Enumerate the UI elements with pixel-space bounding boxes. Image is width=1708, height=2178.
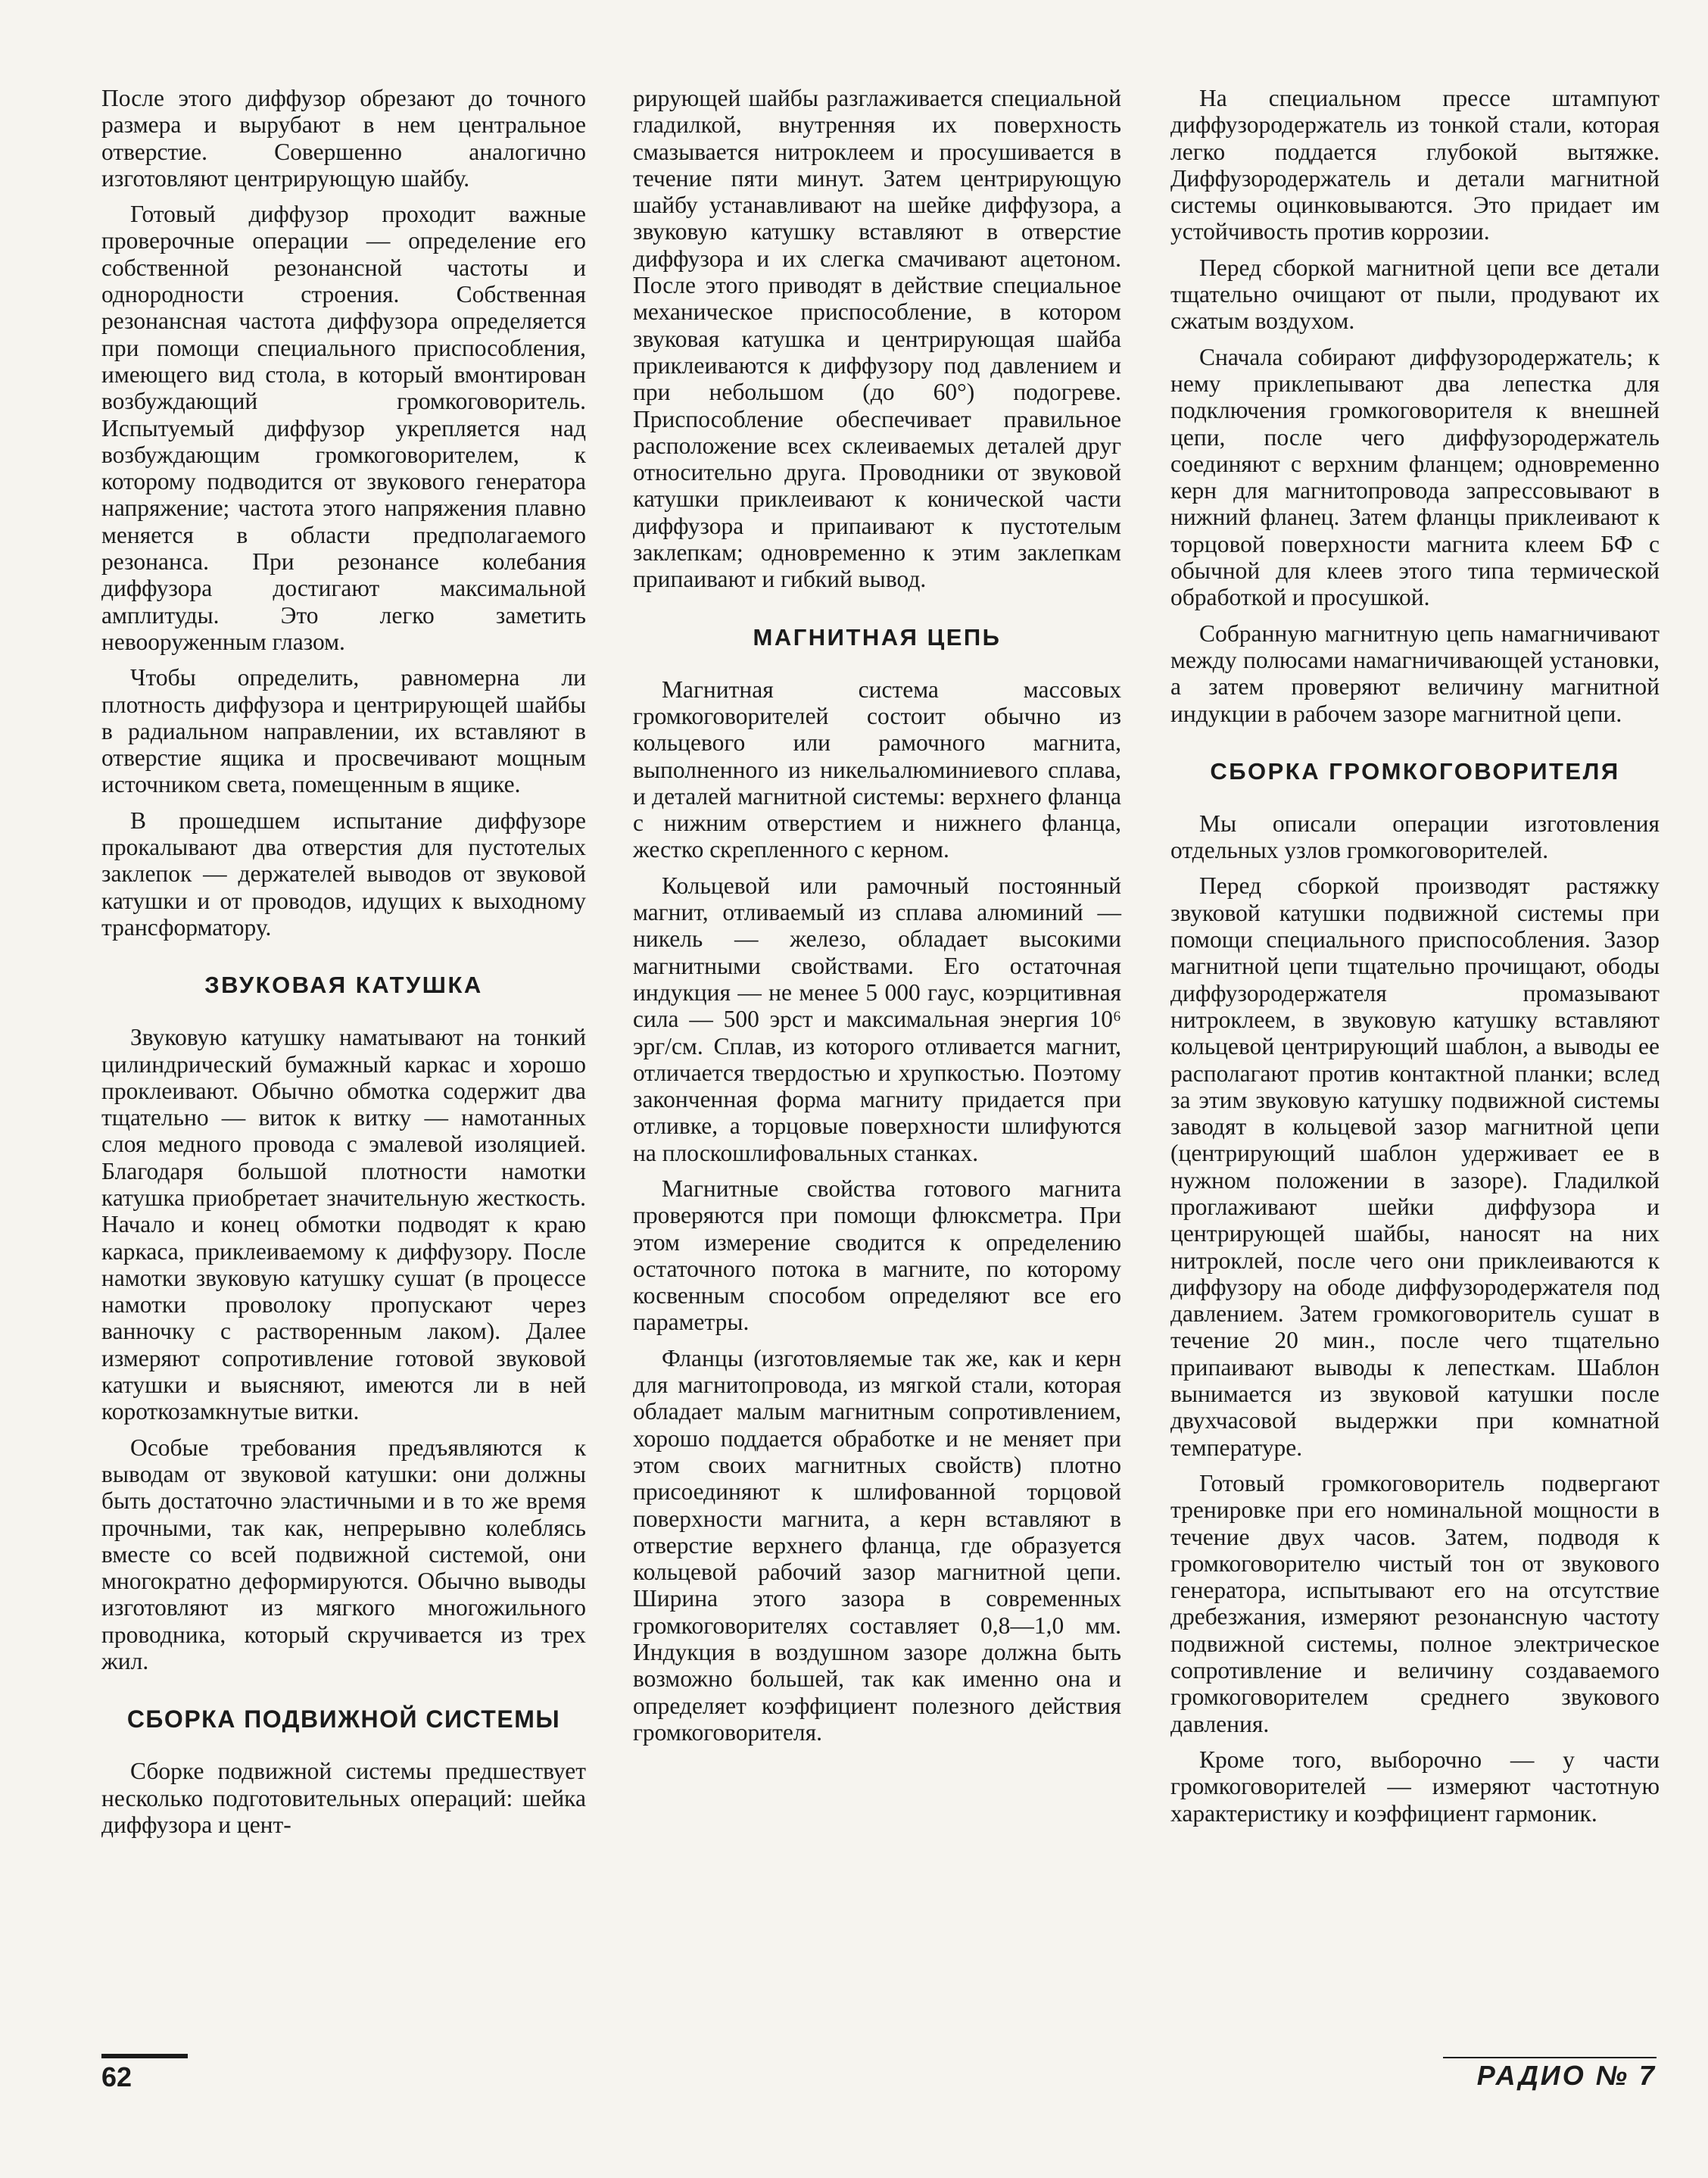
paragraph: Чтобы определить, равномерна ли плотность диффузора и центрирующей шайбы в радиальном направлении, их вставляют в отверстие ящика и просвечивают мощным источником света, помещенным в ящике.	[101, 664, 586, 798]
column-middle	[633, 85, 1121, 1755]
paragraph: Собранную магнитную цепь намагничивают между полюсами намагничивающей установки, а затем проверяют величину магнитной индукции в рабочем зазоре магнитной цепи.	[1170, 619, 1660, 727]
section-heading-voice-coil: ЗВУКОВАЯ КАТУШКА	[204, 972, 483, 999]
paragraph: После этого диффузор обрезают до точного размера и вырубают в нем центральное отверстие. Совершенно аналогично изготовляют центрирующую шайбу.	[101, 85, 586, 192]
paragraph: На специальном прессе штампуют диффузородержатель из тонкой стали, которая легко поддается глубокой вытяжке. Диффузородержатель и детали магнитной системы оцинковываются. Это придает им устойчивость против коррозии.	[1170, 85, 1660, 245]
paragraph: Магнитная система массовых громкоговорителей состоит обычно из кольцевого или рамочного магнита, выполненного из никельалюминиевого сплава, и деталей магнитной системы: верхнего фланца с нижним отверстием и нижнего фланца, жестко скрепленного с керном.	[633, 676, 1121, 863]
paragraph: рирующей шайбы разглаживается специальной гладилкой, внутренняя их поверхность смазывается нитроклеем и просушивается в течение пяти минут. Затем центрирующую шайбу устанавливают на шейке диффузора, а звуковую катушку вставляют в отверстие диффузора и их слегка смачивают ацетоном. После этого приводят в действие специальное механическое приспособление, в котором звуковая катушка и центрирующая шайба приклеиваются к диффузору под давлением и при небольшом (до 60°) подогреве. Приспособление обеспечивает правильное расположение всех склеиваемых деталей друг относительно друга. Проводники от звуковой катушки приклеивают к конической части диффузора и припаивают к пустотелым заклепкам; одновременно к этим заклепкам припаивают и гибкий вывод.	[633, 85, 1121, 593]
magazine-label: РАДИО № 7	[1476, 2060, 1657, 2091]
page-number: 62	[101, 2061, 132, 2092]
paragraph: В прошедшем испытание диффузоре прокалывают два отверстия для пустотелых заклепок — держателей выводов от звуковой катушки и от проводов, идущих к выходному трансформатору.	[101, 807, 586, 941]
paragraph: Перед сборкой магнитной цепи все детали тщательно очищают от пыли, продувают их сжатым воздухом.	[1170, 254, 1660, 335]
paragraph: Мы описали операции изготовления отдельных узлов громкоговорителей.	[1170, 810, 1660, 864]
paragraph: Сначала собирают диффузородержатель; к нему приклепывают два лепестка для подключения громкоговорителя к внешней цепи, после чего диффузородержатель соединяют с верхним фланцем; одновременно керн для магнитопровода запрессовывают в нижний фланец. Затем фланцы приклеивают к торцовой поверхности магнита клеем БФ с обычной для клеев этого типа термической обработкой и просушкой.	[1170, 343, 1660, 611]
paragraph: Магнитные свойства готового магнита проверяются при помощи флюксметра. При этом измерение сводится к определению остаточного потока в магните, по которому косвенным способом определяют все его параметры.	[633, 1175, 1121, 1336]
section-heading-loudspeaker-assembly: СБОРКА ГРОМКОГОВОРИТЕЛЯ	[1210, 757, 1620, 785]
footer-rule-left	[101, 2054, 188, 2058]
footer-rule-right	[1443, 2057, 1657, 2058]
paragraph: Перед сборкой производят растяжку звуковой катушки подвижной системы при помощи специального приспособления. Зазор магнитной цепи тщательно прочищают, ободы диффузородержателя промазывают нитроклеем, в звуковую катушку вставляют кольцевой центрирующий шаблон, а выводы ее располагают против контактной планки; вслед за этим звуковую катушку подвижной системы заводят в кольцевой зазор магнитной цепи (центрирующий шаблон удерживает ее в нужном положении в зазоре). Гладилкой проглаживают шейки диффузора и центрирующей шайбы, наносят на них нитроклей, после чего они приклеиваются к диффузору на ободе диффузородержателя под давлением. Затем громкоговоритель сушат в течение 20 мин., после чего тщательно припаивают выводы к лепесткам. Шаблон вынимается из звуковой катушки после двухчасовой выдержки при комнатной температуре.	[1170, 872, 1660, 1461]
paragraph: Фланцы (изготовляемые так же, как и керн для магнитопровода, из мягкой стали, которая обладает малым магнитным сопротивлением, хорошо поддается обработке и не меняет при этом своих магнитных свойств) плотно присоединяют к шлифованной торцовой поверхности магнита, а керн вставляют в отверстие верхнего фланца, где образуется кольцевой рабочий зазор магнитной цепи. Ширина этого зазора в современных громкоговорителях составляет 0,8—1,0 мм. Индукция в воздушном зазоре должна быть возможно большей, так как именно она и определяет коэффициент полезного действия громкоговорителя.	[633, 1344, 1121, 1746]
paragraph: Сборке подвижной системы предшествует несколько подготовительных операций: шейка диффузора и цент-	[101, 1758, 586, 1838]
paragraph: Готовый диффузор проходит важные проверочные операции — определение его собственной резонансной частоты и однородности строения. Собственная резонансная частота диффузора определяется при помощи специального приспособления, имеющего вид стола, в который вмонтирован возбуждающий громкоговоритель. Испытуемый диффузор укрепляется над возбуждающим громкоговорителем, к которому подводится от звукового генератора напряжение; частота этого напряжения плавно меняется в области предполагаемого резонанса. При резонансе колебания диффузора достигают максимальной амплитуды. Это легко заметить невооруженным глазом.	[101, 201, 586, 655]
section-heading-moving-system: СБОРКА ПОДВИЖНОЙ СИСТЕМЫ	[126, 1705, 561, 1733]
column-left	[101, 85, 586, 1847]
paragraph: Звуковую катушку наматывают на тонкий цилиндрический бумажный каркас и хорошо проклеивают. Обычно обмотка содержит два тщательно — виток к витку — намотанных слоя медного провода с эмалевой изоляцией. Благодаря большой плотности намотки катушка приобретает значительную жесткость. Начало и конец обмотки подводят к краю каркаса, приклеиваемому к диффузору. После намотки звуковую катушку сушат (в процессе намотки проволоку пропускают через ванночку с растворенным лаком). Далее измеряют сопротивление готовой звуковой катушки и выясняют, имеются ли в ней короткозамкнутые витки.	[101, 1024, 586, 1425]
paragraph: Готовый громкоговоритель подвергают тренировке при его номинальной мощности в течение двух часов. Затем, подводя к громкоговорителю чистый тон от звукового генератора, испытывают его на отсутствие дребезжания, измеряют резонансную частоту подвижной системы, полное электрическое сопротивление и величину создаваемого громкоговорителем среднего звукового давления.	[1170, 1469, 1660, 1737]
section-heading-magnetic-circuit: МАГНИТНАЯ ЦЕПЬ	[753, 623, 1002, 651]
paragraph: Кроме того, выборочно — у части громкоговорителей — измеряют частотную характеристику и коэффициент гармоник.	[1170, 1746, 1660, 1827]
paragraph: Особые требования предъявляются к выводам от звуковой катушки: они должны быть достаточно эластичными и в то же время прочными, так как, непрерывно колеблясь вместе со всей подвижной системой, они многократно деформируются. Обычно выводы изготовляют из мягкого многожильного проводника, который скручивается из трех жил.	[101, 1434, 586, 1675]
column-right	[1170, 85, 1660, 1836]
paragraph: Кольцевой или рамочный постоянный магнит, отливаемый из сплава алюминий — никель — железо, обладает высокими магнитными свойствами. Его остаточная индукция — не менее 5 000 гаус, коэрцитивная сила — 500 эрст и максимальная энергия 10⁶ эрг/см. Сплав, из которого отливается магнит, отличается твердостью и хрупкостью. Поэтому законченная форма магниту придается при отливке, а торцовые поверхности шлифуются на плоскошлифовальных станках.	[633, 872, 1121, 1166]
